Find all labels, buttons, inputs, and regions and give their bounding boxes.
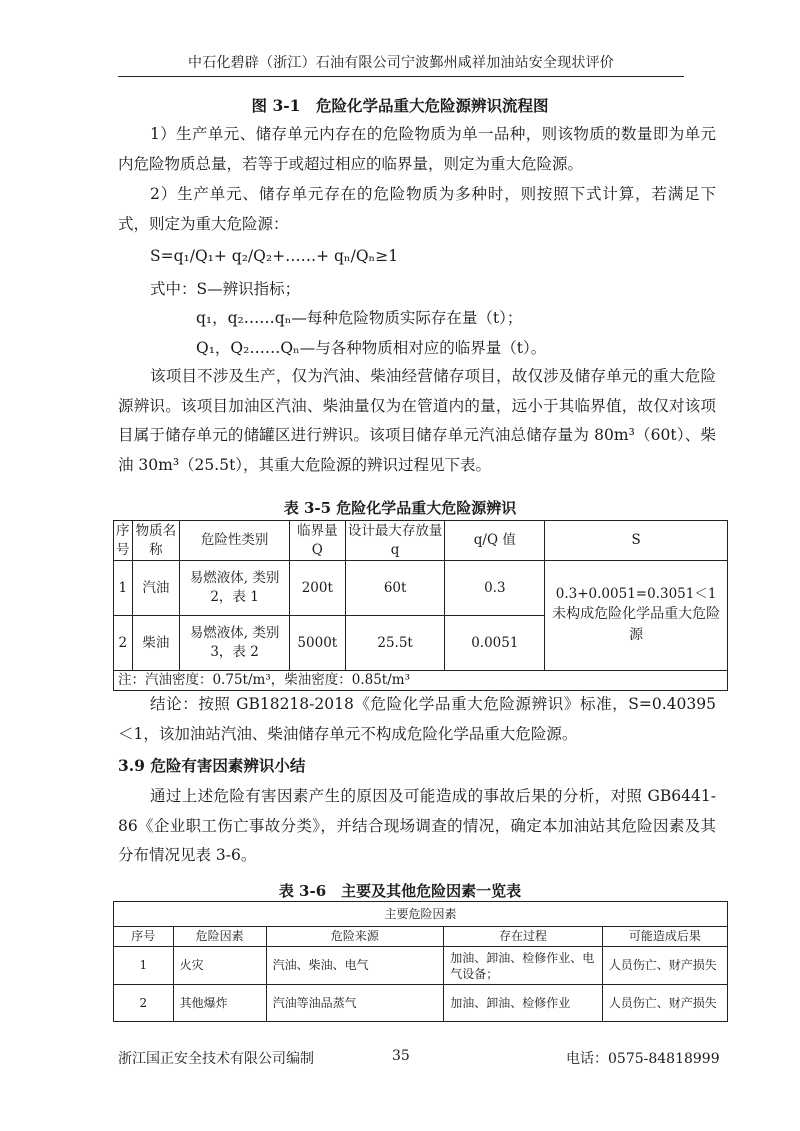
cell-ratio: 0.0051 xyxy=(445,616,545,671)
cell-source: 汽油等油品蒸气 xyxy=(266,985,444,1022)
table-3-5-caption: 表 3-5 危险化学品重大危险源辨识 xyxy=(283,499,517,517)
col-header-max-storage: 设计最大存放量 q xyxy=(345,521,445,561)
col-header-consequence: 可能造成后果 xyxy=(602,927,727,947)
table-note: 注：汽油密度：0.75t/m³，柴油密度：0.85t/m³ xyxy=(114,671,728,691)
footer-page-number: 35 xyxy=(392,1048,410,1064)
paragraph-conclusion: 结论：按照 GB18218-2018《危险化学品重大危险源辨识》标准，S=0.40395＜1，该加油站汽油、柴油储存单元不构成危险化学品重大危险源。 xyxy=(118,695,716,743)
table-row xyxy=(114,947,728,985)
table-group-header-row xyxy=(114,902,728,927)
cell-no: 1 xyxy=(114,561,133,616)
figure-caption: 图 3-1 危险化学品重大危险源辨识流程图 xyxy=(251,96,549,115)
cell-source: 汽油、柴油、电气 xyxy=(266,947,444,985)
formula-legend-q: q₁，q₂……qₙ—每种危险物质实际存在量（t）； xyxy=(196,309,523,327)
cell-process: 加油、卸油、检修作业 xyxy=(444,985,603,1022)
footer-company: 浙江国正安全技术有限公司编制 xyxy=(118,1051,314,1067)
table-3-5 xyxy=(113,520,728,691)
cell-no: 1 xyxy=(114,947,174,985)
table-note-row xyxy=(114,671,728,691)
col-header-name: 物质名称 xyxy=(132,521,180,561)
col-header-threshold: 临界量Q xyxy=(289,521,345,561)
table-row xyxy=(114,561,728,616)
col-header-s: S xyxy=(545,521,728,561)
cell-category: 易燃液体, 类别 3，表 2 xyxy=(180,616,290,671)
table-header-row xyxy=(114,927,728,947)
col-header-source: 危险来源 xyxy=(266,927,444,947)
paragraph-single-substance: 1）生产单元、储存单元内存在的危险物质为单一品种，则该物质的数量即为单元内危险物质总量，若等于或超过相应的临界量，则定为重大危险源。 xyxy=(118,125,716,173)
paragraph-multi-substance: 2）生产单元、储存单元存在的危险物质为多种时，则按照下式计算，若满足下式，则定为重大危险源： xyxy=(118,185,716,233)
cell-threshold: 200t xyxy=(289,561,345,616)
col-header-no: 序号 xyxy=(114,521,133,561)
col-header-ratio: q/Q 值 xyxy=(445,521,545,561)
cell-max-storage: 60t xyxy=(345,561,445,616)
col-header-process: 存在过程 xyxy=(444,927,603,947)
cell-consequence: 人员伤亡、财产损失 xyxy=(602,985,727,1022)
cell-threshold: 5000t xyxy=(289,616,345,671)
col-header-factor: 危险因素 xyxy=(173,927,266,947)
cell-no: 2 xyxy=(114,616,133,671)
s-conclusion: 未构成危险化学品重大危险源 xyxy=(552,606,721,643)
cell-factor: 其他爆炸 xyxy=(173,985,266,1022)
paragraph-project-scope: 该项目不涉及生产，仅为汽油、柴油经营储存项目，故仅涉及储存单元的重大危险源辨识。该项目加油区汽油、柴油量仅为在管道内的量，远小于其临界值，故仅对该项目属于储存单元的储罐区进行辨识。该项目储存单元汽油总储存量为 80m³（60t）、柴油 30m³（25.5t），其重大危险源的辨识过程见下表。 xyxy=(118,367,716,474)
footer-phone: 电话：0575-84818999 xyxy=(566,1051,720,1067)
paragraph-hazard-summary: 通过上述危险有害因素产生的原因及可能造成的事故后果的分析，对照 GB6441-86《企业职工伤亡事故分类》，并结合现场调查的情况，确定本加油站其危险因素及其分布情况见表 3-6。 xyxy=(118,787,716,864)
group-header-main-hazards: 主要危险因素 xyxy=(114,902,728,927)
cell-factor: 火灾 xyxy=(173,947,266,985)
cell-process: 加油、卸油、检修作业、电气设备； xyxy=(444,947,603,985)
table-3-6-caption: 表 3-6 主要及其他危险因素一览表 xyxy=(278,882,522,900)
table-3-6 xyxy=(113,901,728,1022)
cell-max-storage: 25.5t xyxy=(345,616,445,671)
cell-no: 2 xyxy=(114,985,174,1022)
col-header-no: 序号 xyxy=(114,927,174,947)
page-header: 中石化碧辟（浙江）石油有限公司宁波鄞州咸祥加油站安全现状评价 xyxy=(118,52,684,77)
formula: S=q₁/Q₁+ q₂/Q₂+……+ qₙ/Qₙ≥1 xyxy=(150,247,399,265)
cell-s-result xyxy=(545,561,728,671)
cell-category: 易燃液体, 类别 2，表 1 xyxy=(180,561,290,616)
table-header-row xyxy=(114,521,728,561)
s-calculation: 0.3+0.0051=0.3051＜1 xyxy=(555,586,717,602)
cell-name: 汽油 xyxy=(132,561,180,616)
formula-legend-Q: Q₁，Q₂……Qₙ—与各种物质相对应的临界量（t）。 xyxy=(196,339,547,357)
cell-consequence: 人员伤亡、财产损失 xyxy=(602,947,727,985)
table-row xyxy=(114,985,728,1022)
section-heading: 3.9 危险有害因素辨识小结 xyxy=(118,756,306,775)
formula-legend-intro: 式中：S—辨识指标； xyxy=(150,280,301,298)
cell-name: 柴油 xyxy=(132,616,180,671)
col-header-category: 危险性类别 xyxy=(180,521,290,561)
cell-ratio: 0.3 xyxy=(445,561,545,616)
